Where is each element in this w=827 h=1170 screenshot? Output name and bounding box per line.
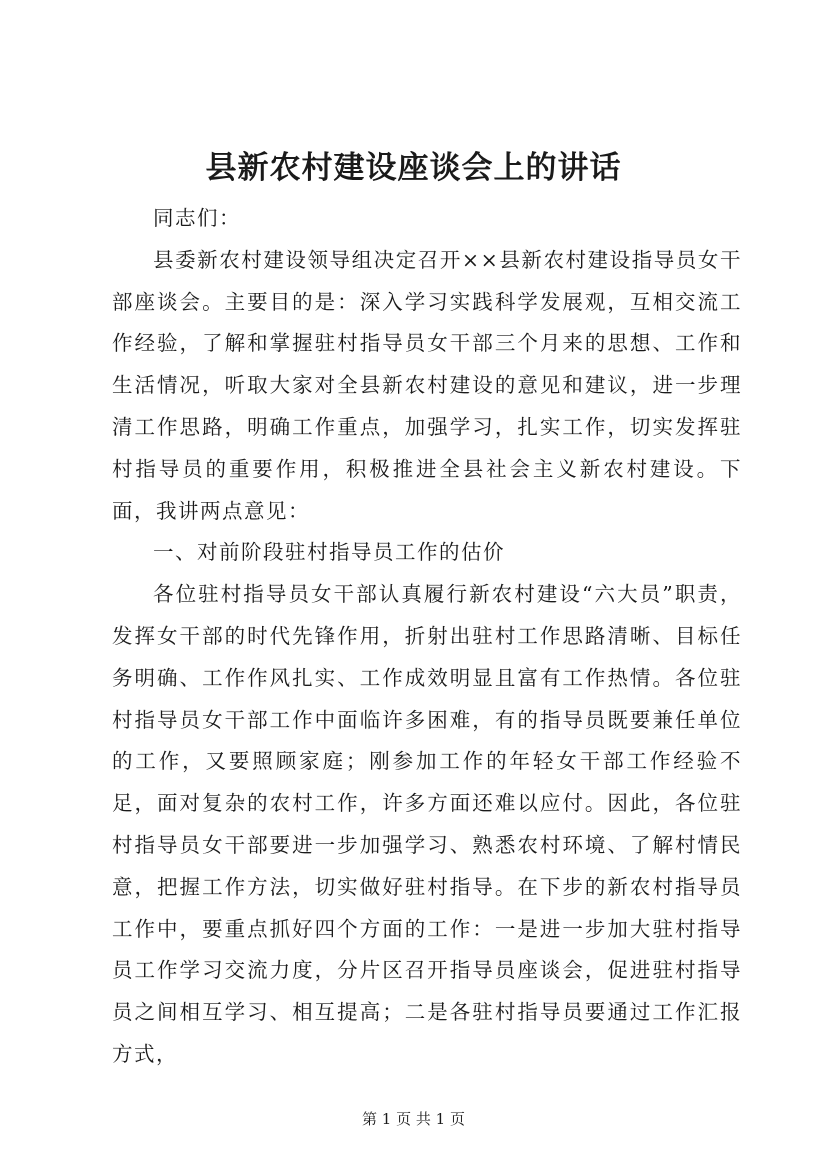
- document-title: 县新农村建设座谈会上的讲话: [205, 150, 622, 186]
- paragraph: 县委新农村建设领导组决定召开××县新农村建设指导员女干部座谈会。主要目的是：深入学习实践科学发展观，互相交流工作经验，了解和掌握驻村指导员女干部三个月来的思想、工作和生活情况，听取大家对全县新农村建设的意见和建议，进一步理清工作思路，明确工作重点，加强学习，扎实工作，切实发挥驻村指导员的重要作用，积极推进全县社会主义新农村建设。下面，我讲两点意见：: [112, 247, 742, 523]
- page-number-footer: 第 1 页 共 1 页: [362, 1110, 465, 1128]
- section-heading: 一、对前阶段驻村指导员工作的估价: [153, 540, 505, 565]
- salutation: 同志们：: [153, 206, 241, 230]
- paragraph: 各位驻村指导员女干部认真履行新农村建设“六大员”职责，发挥女干部的时代先锋作用，折射出驻村工作思路清晰、目标任务明确、工作作风扎实、工作成效明显且富有工作热情。各位驻村指导员女干部工作中面临许多困难，有的指导员既要兼任单位的工作，又要照顾家庭；刚参加工作的年轻女干部工作经验不足，面对复杂的农村工作，许多方面还难以应付。因此，各位驻村指导员女干部要进一步加强学习、熟悉农村环境、了解村情民意，把握工作方法，切实做好驻村指导。在下步的新农村指导员工作中，要重点抓好四个方面的工作：一是进一步加大驻村指导员工作学习交流力度，分片区召开指导员座谈会，促进驻村指导员之间相互学习、相互提高；二是各驻村指导员要通过工作汇报方式，: [112, 582, 742, 1066]
- document-body: [112, 198, 742, 1076]
